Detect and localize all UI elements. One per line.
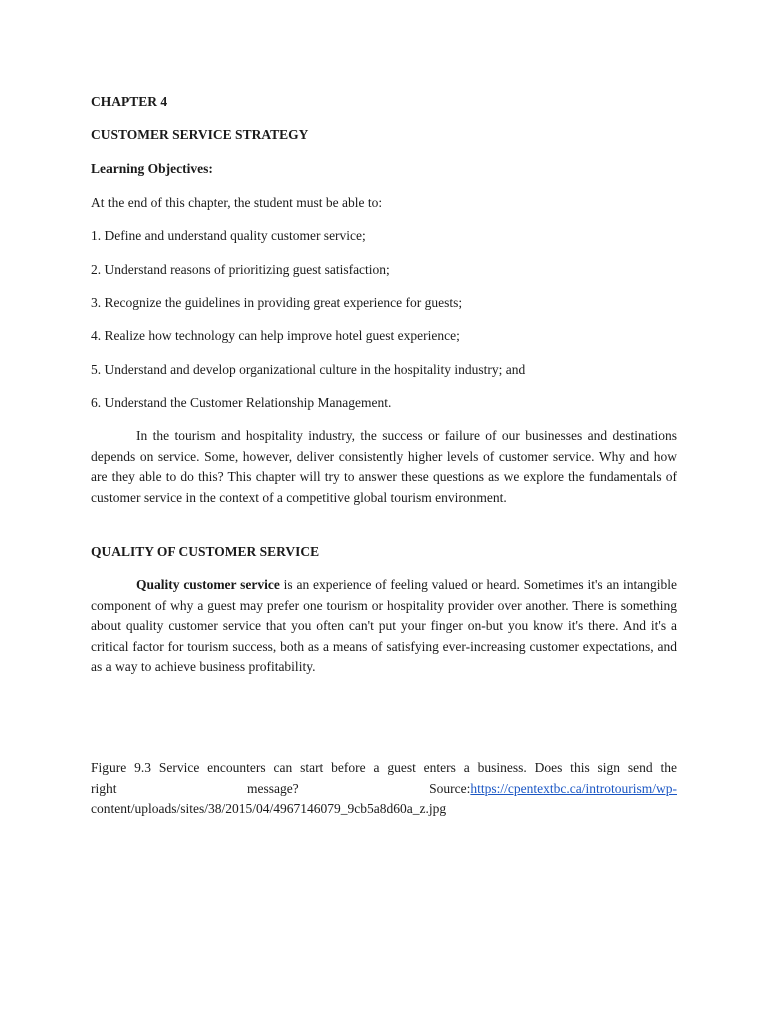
- caption-source-label: Source:: [429, 780, 471, 796]
- caption-source: [429, 779, 677, 800]
- objective-item-1: 1. Define and understand quality customer service;: [91, 228, 366, 243]
- chapter-title: CUSTOMER SERVICE STRATEGY: [91, 127, 309, 142]
- intro-paragraph: In the tourism and hospitality industry, the success or failure of our businesses and destinations depends on service. Some, however, deliver consistently higher levels of customer service. Why and how are they able to do this? This chapter will try to answer these questions as we explore the fundamentals of customer service in the context of a competitive global tourism environment.: [91, 428, 677, 505]
- objectives-intro: At the end of this chapter, the student must be able to:: [91, 195, 383, 210]
- quality-paragraph-text: is an experience of feeling valued or heard. Sometimes it's an intangible component of why a guest may prefer one tourism or hospitality provider over another. There is something about quality customer service that you often can't put your finger on-but you know it's there. And it's a critical factor for tourism success, both as a means of satisfying ever-increasing customer expectations, and as a way to achieve business profitability.: [91, 577, 677, 675]
- quality-term: Quality customer service: [136, 577, 280, 592]
- objective-item-2: 2. Understand reasons of prioritizing guest satisfaction;: [91, 262, 390, 277]
- caption-line-3: content/uploads/sites/38/2015/04/4967146079_9cb5a8d60a_z.jpg: [91, 801, 447, 816]
- caption-word-right: right: [91, 780, 117, 796]
- objectives-heading: Learning Objectives:: [91, 161, 213, 176]
- caption-word-message: message?: [246, 780, 299, 796]
- objective-item-4: 4. Realize how technology can help improve hotel guest experience;: [91, 328, 460, 343]
- caption-line-1: Figure 9.3 Service encounters can start before a guest enters a business. Does this sign send the: [91, 760, 677, 775]
- quality-paragraph: [91, 575, 677, 678]
- figure-caption: [91, 758, 677, 820]
- objective-item-5: 5. Understand and develop organizational culture in the hospitality industry; and: [91, 362, 526, 377]
- objective-item-6: 6. Understand the Customer Relationship Management.: [91, 395, 392, 410]
- chapter-number: CHAPTER 4: [91, 94, 168, 109]
- source-link[interactable]: https://cpentextbc.ca/introtourism/wp-: [470, 780, 677, 796]
- objective-item-3: 3. Recognize the guidelines in providing great experience for guests;: [91, 295, 463, 310]
- caption-line-2: [91, 779, 677, 800]
- section-heading: QUALITY OF CUSTOMER SERVICE: [91, 544, 320, 559]
